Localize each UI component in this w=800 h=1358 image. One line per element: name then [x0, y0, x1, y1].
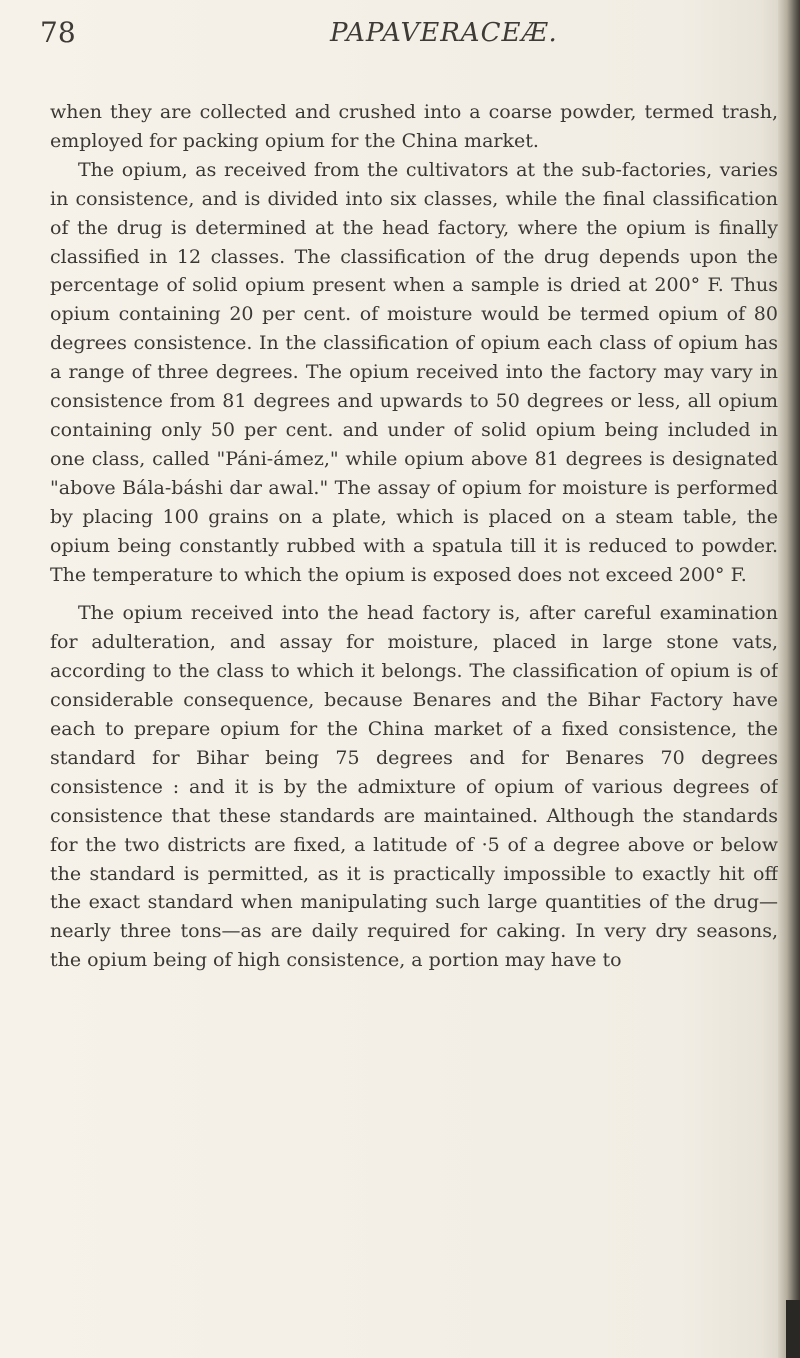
running-title: PAPAVERACEÆ. [330, 18, 558, 48]
page-number: 78 [40, 16, 76, 49]
page-header [0, 16, 800, 56]
paragraph-head-factory: The opium received into the head factory is, after careful examination for adulteration, and assay for moisture, placed in large stone vats, according to the class to which it belongs. The classification of opium is of considerable consequence, because Benares and the Bihar Factory have each to prepare opium for the China market of a fixed consistence, the standard for Bihar being 75 degrees and for Benares 70 degrees consistence : and it is by the admixture of opium of various degrees of consistence that these standards are maintained. Although the standards for the two districts are fixed, a latitude of ·5 of a degree above or below the standard is permitted, as it is practically impossible to exactly hit off the exact standard when manipulating such large quantities of the drug—nearly three tons—as are daily required for caking. In very dry seasons, the opium being of high consistence, a portion may have to [50, 602, 778, 972]
paragraph-opium-classification: The opium, as received from the cultivators at the sub-factories, varies in consistence, and is divided into six classes, while the final classification of the drug is determined at the head factory, where the opium is finally classified in 12 classes. The classification of the drug depends upon the percentage of solid opium present when a sample is dried at 200° F. Thus opium containing 20 per cent. of moisture would be termed opium of 80 degrees consistence. In the classification of opium each class of opium has a range of three degrees. The opium received into the factory may vary in consistence from 81 degrees and upwards to 50 degrees or less, all opium containing only 50 per cent. and under of solid opium being included in one class, called "Páni-ámez," while opium above 81 degrees is designated "above Bála-báshi dar awal." The assay of opium for moisture is performed by placing 100 grains on a plate, which is placed on a steam table, the opium being constantly rubbed with a spatula till it is reduced to powder. The temperature to which the opium is exposed does not exceed 200° F. [50, 158, 778, 586]
page-corner-shadow [786, 1300, 800, 1358]
body-text [50, 98, 778, 975]
page-edge-shadow [778, 0, 800, 1358]
paragraph-continuation: when they are collected and crushed into a coarse powder, termed trash, employed for packing opium for the China market. [50, 101, 778, 152]
